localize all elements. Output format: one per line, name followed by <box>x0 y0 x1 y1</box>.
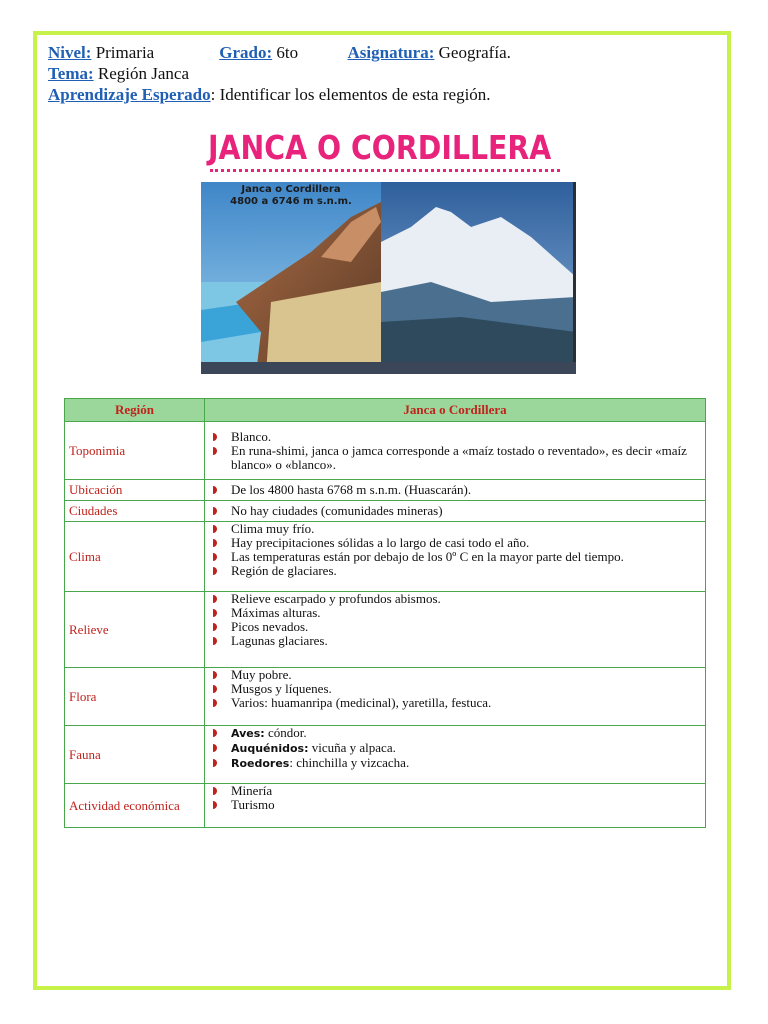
header-region: Región <box>65 399 205 422</box>
bullet-list <box>209 483 701 497</box>
list-item <box>209 784 701 798</box>
item-text: Hay precipitaciones sólidas a lo largo de casi todo el año. <box>231 535 530 550</box>
list-item <box>209 430 701 444</box>
table-row <box>65 592 706 668</box>
list-item <box>209 634 701 648</box>
region-cell: Clima <box>65 522 205 592</box>
list-item <box>209 620 701 634</box>
table-row <box>65 668 706 726</box>
list-item <box>209 592 701 606</box>
list-item <box>209 682 701 696</box>
item-text: Lagunas glaciares. <box>231 633 328 648</box>
header-janca: Janca o Cordillera <box>205 399 706 422</box>
asignatura-label: Asignatura: <box>347 43 435 62</box>
list-item <box>209 483 701 497</box>
description-cell <box>205 726 706 784</box>
item-text: Musgos y líquenes. <box>231 681 332 696</box>
item-text: Minería <box>231 783 273 798</box>
description-cell <box>205 592 706 668</box>
item-text: vicuña y alpaca. <box>308 740 396 755</box>
bullet-list <box>209 504 701 518</box>
item-text: Picos nevados. <box>231 619 309 634</box>
item-text: cóndor. <box>264 725 307 740</box>
header-row-2 <box>48 63 511 84</box>
bullet-list <box>209 592 701 648</box>
cordillera-image <box>201 182 576 374</box>
bullet-list <box>209 522 701 578</box>
list-item <box>209 444 701 472</box>
region-cell: Ciudades <box>65 501 205 522</box>
item-text: Las temperaturas están por debajo de los 0º C en la mayor parte del tiempo. <box>231 549 624 564</box>
description-cell <box>205 480 706 501</box>
list-item <box>209 536 701 550</box>
table-row <box>65 422 706 480</box>
page-title: JANCA O CORDILLERA <box>208 128 552 167</box>
figure-caption-line-1: Janca o Cordillera <box>241 184 341 195</box>
description-cell <box>205 522 706 592</box>
list-item <box>209 741 701 756</box>
item-text: Máximas alturas. <box>231 605 321 620</box>
figure-caption-line-2: 4800 a 6746 m s.n.m. <box>230 196 352 207</box>
list-item <box>209 696 701 710</box>
item-text: De los 4800 hasta 6768 m s.n.m. (Huascarán). <box>231 482 472 497</box>
list-item <box>209 668 701 682</box>
asignatura-value: Geografía. <box>438 43 511 62</box>
region-cell: Ubicación <box>65 480 205 501</box>
tema-label: Tema: <box>48 64 94 83</box>
description-cell <box>205 501 706 522</box>
table-row <box>65 522 706 592</box>
bullet-list <box>209 430 701 472</box>
item-bold-label: Roedores <box>231 757 290 770</box>
nivel-label: Nivel: <box>48 43 92 62</box>
list-item <box>209 606 701 620</box>
aprendizaje-value: : Identificar los elementos de esta región. <box>210 85 491 104</box>
bullet-list <box>209 784 701 812</box>
list-item <box>209 798 701 812</box>
description-cell <box>205 784 706 828</box>
item-text: : chinchilla y vizcacha. <box>289 755 410 770</box>
title-underline <box>210 169 560 172</box>
list-item <box>209 726 701 741</box>
document-header <box>48 42 511 105</box>
table-row <box>65 784 706 828</box>
region-cell: Fauna <box>65 726 205 784</box>
cordillera-illustration <box>201 182 576 374</box>
list-item <box>209 756 701 771</box>
item-text: Muy pobre. <box>231 667 292 682</box>
asignatura-field <box>348 42 511 63</box>
table-row <box>65 480 706 501</box>
grado-label: Grado: <box>219 43 273 62</box>
region-cell: Flora <box>65 668 205 726</box>
region-cell: Relieve <box>65 592 205 668</box>
description-cell <box>205 668 706 726</box>
table-row <box>65 726 706 784</box>
item-text: Blanco. <box>231 428 272 444</box>
table-header-row <box>65 399 706 422</box>
item-text: Relieve escarpado y profundos abismos. <box>231 591 441 606</box>
list-item <box>209 522 701 536</box>
bullet-list <box>209 726 701 771</box>
description-cell <box>205 422 706 480</box>
table-row <box>65 501 706 522</box>
header-row-3 <box>48 84 511 105</box>
bullet-list <box>209 668 701 710</box>
item-bold-label: Auquénidos: <box>231 742 309 755</box>
item-text: Turismo <box>231 797 275 812</box>
grado-field <box>219 42 343 63</box>
item-text: No hay ciudades (comunidades mineras) <box>231 503 443 518</box>
list-item <box>209 550 701 564</box>
aprendizaje-label: Aprendizaje Esperado <box>48 85 211 104</box>
item-bold-label: Aves: <box>231 727 265 740</box>
nivel-value: Primaria <box>95 43 155 62</box>
item-text: Varios: huamanripa (medicinal), yaretilla, festuca. <box>231 695 492 710</box>
item-text: En runa-shimi, janca o jamca corresponde a «maíz tostado o reventado», es decir «maíz blanco» o «blanco». <box>231 442 687 472</box>
list-item <box>209 564 701 578</box>
nivel-field <box>48 42 215 63</box>
grado-value: 6to <box>276 43 299 62</box>
region-cell: Actividad económica <box>65 784 205 828</box>
region-cell: Toponimia <box>65 422 205 480</box>
tema-value: Región Janca <box>97 64 190 83</box>
list-item <box>209 504 701 518</box>
figure-caption <box>201 184 381 208</box>
item-text: Clima muy frío. <box>231 521 315 536</box>
item-text: Región de glaciares. <box>231 563 337 578</box>
region-info-table <box>64 398 706 828</box>
header-row-1 <box>48 42 511 63</box>
